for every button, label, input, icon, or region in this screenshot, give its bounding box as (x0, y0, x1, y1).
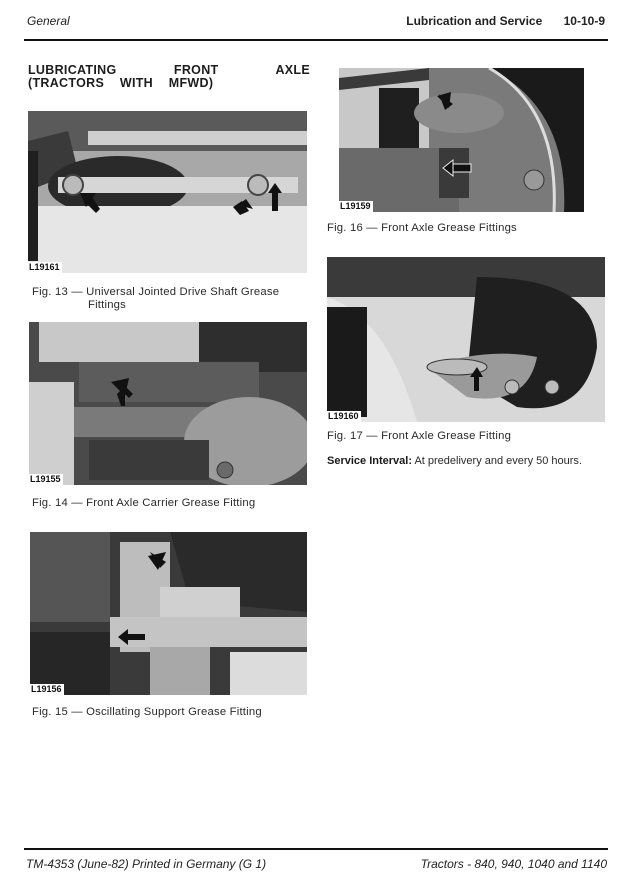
figure-15-photo-label: L19156 (31, 684, 62, 694)
header-right (406, 14, 605, 28)
figure-13-caption-line1: Universal Jointed Drive Shaft Grease (86, 286, 280, 298)
header-rule (24, 39, 608, 41)
header-section-left: General (27, 14, 70, 28)
footer-right: Tractors - 840, 940, 1040 and 1140 (420, 857, 607, 871)
footer-rule (24, 848, 608, 850)
figure-13-caption-line2: Fittings (88, 299, 127, 311)
page-number: 10-10-9 (563, 14, 605, 28)
figure-16-photo-label: L19159 (340, 201, 371, 211)
figure-16-caption: Fig. 16 — Front Axle Grease Fittings (327, 222, 517, 234)
page-title: LUBRICATING FRONT AXLE (TRACTORS WITH MFWD) (28, 63, 310, 90)
front-axle-fittings-illustration (339, 68, 584, 212)
figure-13-photo-label: L19161 (29, 262, 60, 272)
figure-13-caption-prefix: Fig. 13 — (32, 286, 83, 298)
front-axle-fitting-illustration (327, 257, 605, 422)
figure-16-photo (339, 68, 584, 212)
figure-15-caption: Fig. 15 — Oscillating Support Grease Fitting (32, 706, 262, 718)
figure-13-photo (28, 111, 307, 273)
drive-shaft-illustration (28, 111, 307, 273)
service-interval-label: Service Interval: (327, 455, 412, 467)
service-interval (327, 455, 582, 467)
figure-15-photo (30, 532, 307, 695)
oscillating-support-illustration (30, 532, 307, 695)
footer-left: TM-4353 (June-82) Printed in Germany (G 1) (26, 857, 267, 871)
figure-17-photo-label: L19160 (328, 411, 359, 421)
figure-13-caption (32, 286, 279, 312)
figure-14-caption: Fig. 14 — Front Axle Carrier Grease Fitting (32, 497, 256, 509)
axle-carrier-illustration (29, 322, 307, 485)
figure-14-photo-label: L19155 (30, 474, 61, 484)
figure-17-caption: Fig. 17 — Front Axle Grease Fitting (327, 430, 512, 442)
service-interval-text: At predelivery and every 50 hours. (414, 455, 582, 467)
header-section-right: Lubrication and Service (406, 14, 543, 28)
figure-14-photo (29, 322, 307, 485)
figure-17-photo (327, 257, 605, 422)
